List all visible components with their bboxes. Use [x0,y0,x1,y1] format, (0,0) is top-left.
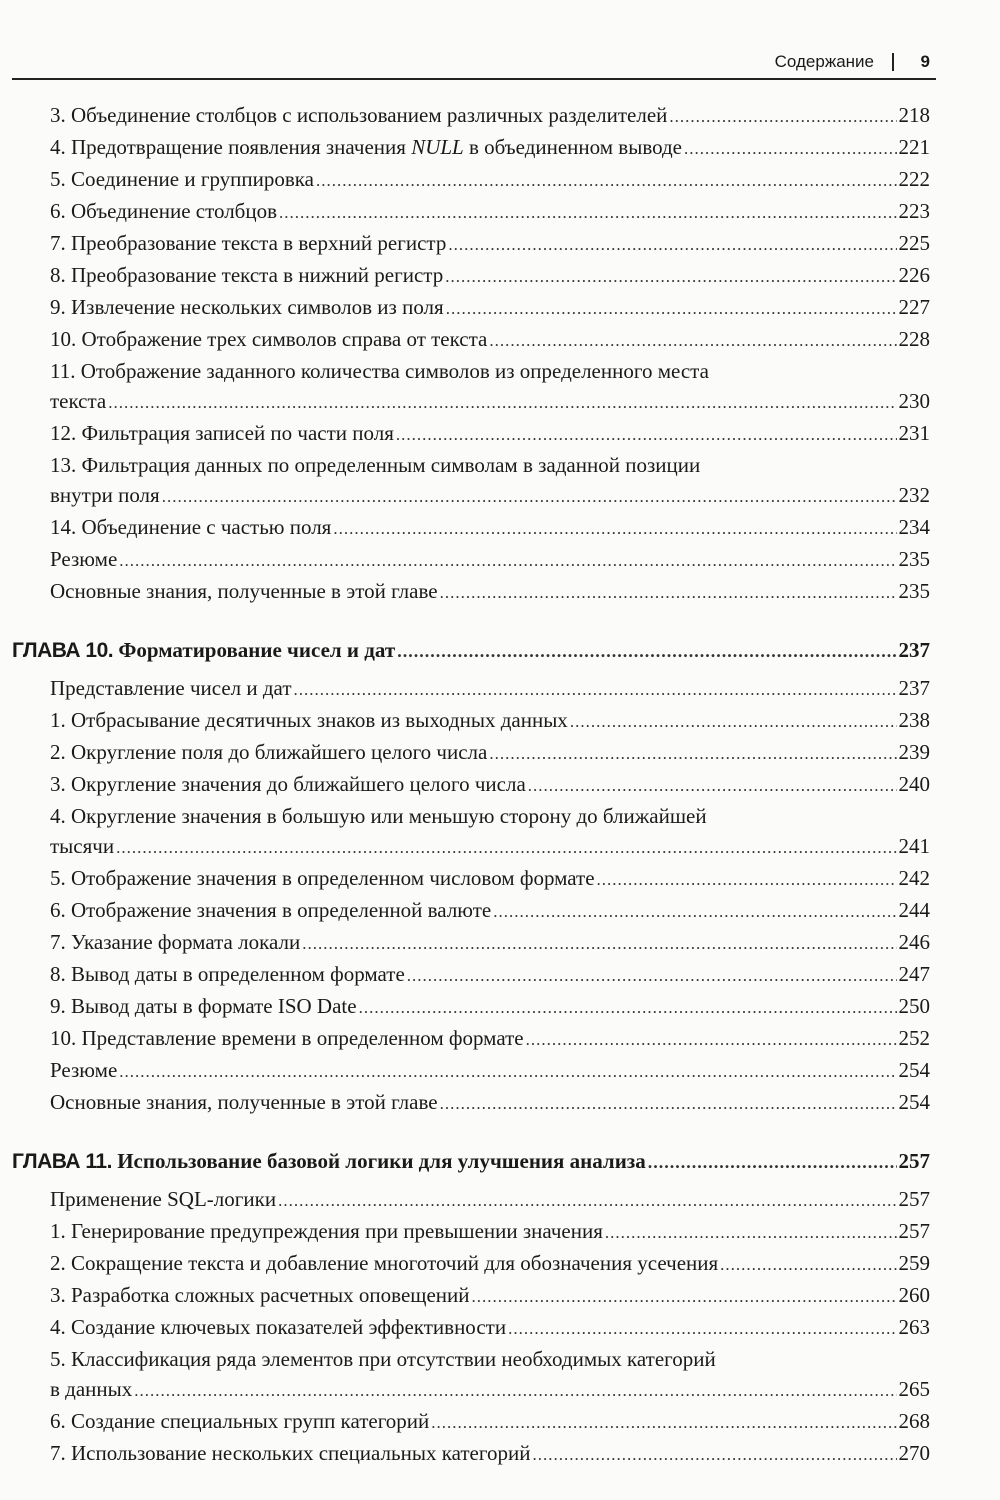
leader-dots [448,230,896,260]
leader-dots [397,635,896,667]
leader-dots [119,1057,896,1087]
chapter-title: Использование базовой логики для улучшения анализа [117,1149,646,1173]
leader-dots [528,771,897,801]
toc-entry[interactable]: 12. Фильтрация записей по части поля ..... 231 [50,418,930,450]
leader-dots [508,1314,896,1344]
toc-entry[interactable]: 2. Сокращение текста и добавление многоточий для обозначения усечения ..... 259 [50,1248,930,1280]
leader-dots [294,675,897,705]
leader-dots [302,929,896,959]
leader-dots [440,578,897,608]
toc-entry[interactable]: 14. Объединение с частью поля ..... 234 [50,512,930,544]
leader-dots [108,388,896,418]
emphasis-null: NULL [411,135,464,159]
toc-entry[interactable]: 7. Указание формата локали ..... 246 [50,927,930,959]
leader-dots [493,897,896,927]
leader-dots [119,546,896,576]
leader-dots [278,1186,896,1216]
leader-dots [526,1025,897,1055]
toc-entry[interactable]: 8. Вывод даты в определенном формате ..... 247 [50,959,930,991]
toc-entry[interactable]: 4. Создание ключевых показателей эффективности ..... 263 [50,1312,930,1344]
leader-dots [471,1282,896,1312]
leader-dots [669,102,896,132]
page-number: 9 [920,52,930,71]
toc-entry[interactable]: 11. Отображение заданного количества символов из определенного места текста ..... 230 [50,356,930,418]
toc-entry[interactable]: Резюме ..... 235 [50,544,930,576]
leader-dots [597,865,897,895]
toc-entry[interactable]: 13. Фильтрация данных по определенным символам в заданной позиции внутри поля ..... 232 [50,450,930,512]
leader-dots [407,961,897,991]
toc-entry[interactable]: 6. Создание специальных групп категорий ..... 268 [50,1406,930,1438]
toc-entry[interactable]: 5. Отображение значения в определенном числовом формате ..... 242 [50,863,930,895]
leader-dots [489,739,896,769]
toc-entry[interactable]: 3. Разработка сложных расчетных оповещений ..... 260 [50,1280,930,1312]
toc-entry[interactable]: 9. Вывод даты в формате ISO Date ..... 250 [50,991,930,1023]
leader-dots [446,294,897,324]
toc-entry[interactable]: 2. Округление поля до ближайшего целого числа ..... 239 [50,737,930,769]
leader-dots [489,326,896,356]
leader-dots [116,833,896,863]
toc-entry[interactable]: 4. Предотвращение появления значения NULL в объединенном выводе ..... 221 [50,132,930,164]
leader-dots [162,482,897,512]
toc-entry[interactable]: 5. Классификация ряда элементов при отсутствии необходимых категорий в данных ..... 265 [50,1344,930,1406]
toc-entry[interactable]: Резюме ..... 254 [50,1055,930,1087]
toc-entry[interactable]: Представление чисел и дат ..... 237 [50,673,930,705]
leader-dots [316,166,897,196]
leader-dots [431,1408,896,1438]
leader-dots [333,514,896,544]
leader-dots [570,707,897,737]
toc-entry[interactable]: 8. Преобразование текста в нижний регистр ..... 226 [50,260,930,292]
leader-dots [684,134,897,164]
running-head-title: Содержание [774,52,874,71]
leader-dots [359,993,897,1023]
chapter-title: Форматирование чисел и дат [118,638,396,662]
toc-entry[interactable]: 1. Отбрасывание десятичных знаков из выходных данных ..... 238 [50,705,930,737]
toc-entry[interactable]: 10. Представление времени в определенном формате ..... 252 [50,1023,930,1055]
leader-dots [396,420,897,450]
chapter-page: 257 [898,1149,930,1173]
toc-entry[interactable]: Основные знания, полученные в этой главе ..... 235 [50,576,930,608]
toc-entry[interactable]: 6. Объединение столбцов ..... 223 [50,196,930,228]
chapter-page: 237 [898,638,930,662]
leader-dots [605,1218,897,1248]
toc-entry[interactable]: 5. Соединение и группировка ..... 222 [50,164,930,196]
leader-dots [440,1089,897,1119]
chapter-label: ГЛАВА 10. [12,639,114,662]
toc-entry[interactable]: 1. Генерирование предупреждения при превышении значения ..... 257 [50,1216,930,1248]
leader-dots [279,198,896,228]
chapter-label: ГЛАВА 11. [12,1150,112,1173]
toc-entry[interactable]: 3. Объединение столбцов с использованием различных разделителей ..... 218 [50,100,930,132]
chapter-heading-11[interactable] [12,1145,930,1178]
toc-entry[interactable]: 4. Округление значения в большую или меньшую сторону до ближайшей тысячи ..... 241 [50,801,930,863]
toc-entry[interactable]: 6. Отображение значения в определенной валюте ..... 244 [50,895,930,927]
chapter-heading-10[interactable] [12,634,930,667]
toc-entry[interactable]: 9. Извлечение нескольких символов из поля ..... 227 [50,292,930,324]
running-head [12,50,936,80]
leader-dots [532,1440,896,1470]
leader-dots [134,1376,896,1406]
running-head-divider [892,53,894,71]
toc-entry[interactable]: 7. Преобразование текста в верхний регистр ..... 225 [50,228,930,260]
toc-entry[interactable]: Основные знания, полученные в этой главе ..... 254 [50,1087,930,1119]
toc-entry[interactable]: 10. Отображение трех символов справа от текста ..... 228 [50,324,930,356]
table-of-contents [0,100,1000,1470]
leader-dots [720,1250,896,1280]
leader-dots [445,262,896,292]
toc-entry[interactable]: 3. Округление значения до ближайшего целого числа ..... 240 [50,769,930,801]
toc-entry[interactable]: 7. Использование нескольких специальных категорий ..... 270 [50,1438,930,1470]
toc-entry[interactable]: Применение SQL-логики ..... 257 [50,1184,930,1216]
leader-dots [648,1146,897,1178]
